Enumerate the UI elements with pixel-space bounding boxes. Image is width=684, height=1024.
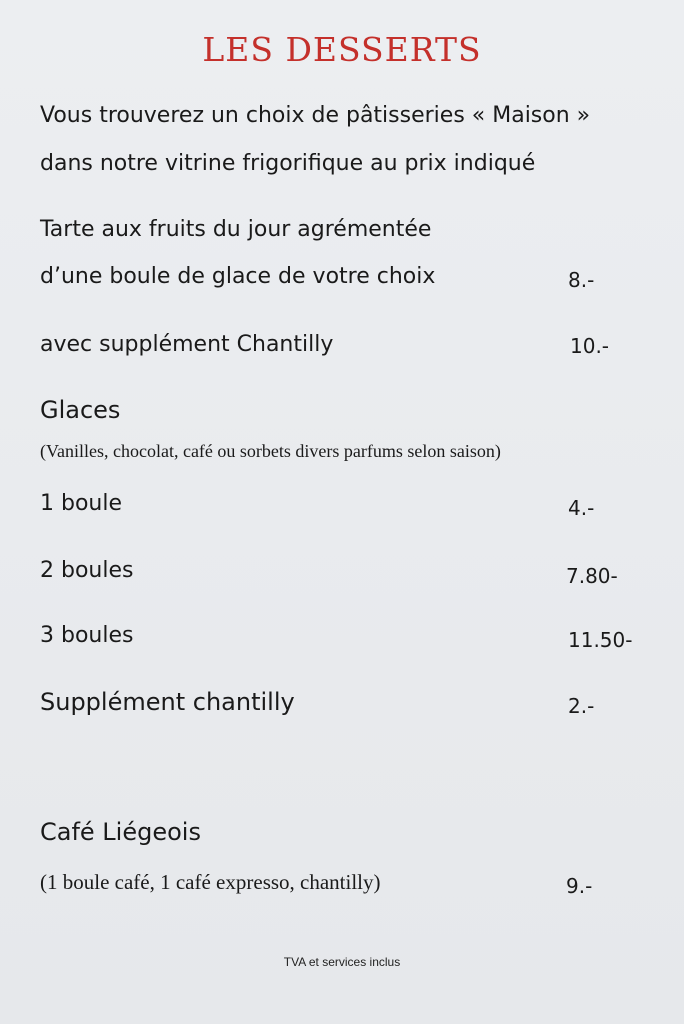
tarte-price: 8.-: [568, 268, 595, 292]
glace-item-label: Supplément chantilly: [40, 688, 295, 716]
cafe-liegeois-heading: Café Liégeois: [40, 818, 201, 846]
intro-line-1: Vous trouverez un choix de pâtisseries « Maison »: [40, 103, 591, 128]
tarte-line-2: d’une boule de glace de votre choix: [40, 264, 436, 289]
glaces-heading: Glaces: [40, 396, 121, 424]
glace-item-label: 3 boules: [40, 623, 134, 648]
cafe-liegeois-price: 9.-: [566, 874, 593, 898]
tarte-chantilly-label: avec supplément Chantilly: [40, 332, 334, 357]
glace-item-price: 4.-: [568, 496, 595, 520]
tarte-line-1: Tarte aux fruits du jour agrémentée: [40, 217, 432, 242]
glace-item-price: 2.-: [568, 694, 595, 718]
footer-note: TVA et services inclus: [283, 955, 401, 969]
glace-item-price: 11.50-: [568, 628, 633, 652]
glace-item-price: 7.80-: [566, 564, 618, 588]
intro-line-2: dans notre vitrine frigorifique au prix indiqué: [40, 151, 536, 176]
cafe-liegeois-description: (1 boule café, 1 café expresso, chantilly): [40, 870, 381, 894]
tarte-chantilly-price: 10.-: [570, 334, 610, 358]
page-title: LES DESSERTS: [202, 30, 482, 69]
glace-item-label: 2 boules: [40, 558, 134, 583]
glaces-note: (Vanilles, chocolat, café ou sorbets divers parfums selon saison): [40, 441, 501, 461]
glace-item-label: 1 boule: [40, 491, 123, 516]
